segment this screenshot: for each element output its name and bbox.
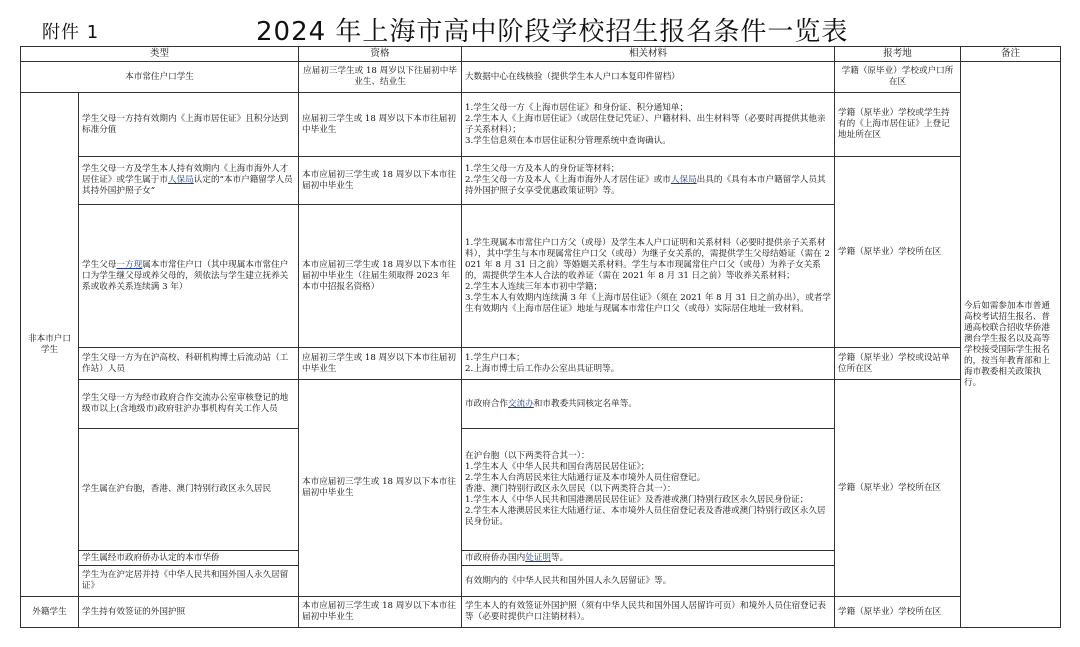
material-line: 1.学生本人《中华人民共和国港澳居民居住证》及香港或澳门特别行政区永久居民身份证； — [465, 495, 809, 505]
material-link[interactable]: 人保局 — [670, 175, 697, 185]
table-row — [21, 597, 1061, 628]
admission-conditions-table — [20, 46, 1061, 628]
table-row — [21, 62, 1061, 93]
materials-cell — [462, 429, 835, 551]
materials-cell: 大数据中心在线核验（提供学生本人户口本复印件留档） — [462, 62, 835, 93]
nonlocal-group-cell: 非本市户口学生 — [21, 93, 79, 597]
type-text: 学生父母一方及学生本人持有效期内《上海市海外人才居住证》或学生属于市 — [82, 164, 289, 185]
col-header-remarks: 备注 — [961, 47, 1061, 62]
material-link[interactable]: 交流办 — [508, 398, 534, 409]
col-header-qualification: 资格 — [299, 47, 462, 62]
location-cell: 学籍（原毕业）学校所在区 — [835, 157, 961, 348]
materials-cell: 学生本人的有效签证外国护照（须有中华人民共和国外国人居留许可页）和境外人员住宿登记表等（必要时提供户口注销材料）。 — [462, 597, 835, 628]
col-header-materials: 相关材料 — [462, 47, 835, 62]
type-text: 属本市常住户口（其中现属本市常住户口为学生继父母或养父母的，须依法与学生建立抚养关系或收养关系连续满 3 年） — [82, 259, 289, 292]
material-line: 1.学生父母一方及本人的身份证等材料； — [465, 164, 620, 174]
material-text: 市政府侨办国内 — [465, 552, 526, 563]
material-line: 香港、澳门特别行政区永久居民（以下两类符合其一）： — [465, 484, 676, 494]
materials-cell: 有效期内的《中华人民共和国外国人永久居留证》等。 — [462, 566, 835, 597]
table-row — [21, 380, 1061, 429]
material-text: 2.学生父母一方及本人《上海市海外人才居住证》或市 — [465, 175, 671, 185]
materials-cell — [462, 551, 835, 566]
annex-label: 附件 1 — [42, 22, 100, 43]
type-cell: 学生持有效签证的外国护照 — [79, 597, 299, 628]
material-line: 2.上海市博士后工作办公室出具证明等。 — [465, 363, 620, 374]
materials-cell — [462, 205, 835, 348]
material-text: 和市教委共同核定名单等。 — [533, 398, 637, 409]
type-link[interactable]: 一方现 — [116, 259, 143, 270]
type-cell: 学生属经市政府侨办认定的本市华侨 — [79, 551, 299, 566]
location-cell: 学籍（原毕业）学校或学生持有的《上海市居住证》上登记地址所在区 — [835, 93, 961, 157]
material-line: 1.学生现属本市常住户口方父（或母）及学生本人户口证明和关系材料（必要时提供亲子关系材料），其中学生与本市现属常住户口父（或母）为继子女关系的，需提供学生父母结婚证（需在 2021 年 8 月 31 日之前）等婚姻关系材料。学生与本市现属常住户口父（或母）为养子女关系的，需提供学生本人合法的收养证（需在 2021 年 8 月 31 日之前）等收养关系材料； — [465, 237, 830, 281]
header-row — [21, 47, 1061, 62]
col-header-type: 类型 — [21, 47, 299, 62]
materials-cell — [462, 348, 835, 380]
qualification-cell: 本市应届初三学生或 18 周岁以下本市往届初中毕业生 — [299, 157, 462, 205]
type-cell: 学生父母一方持有效期内《上海市居住证》且积分达到标准分值 — [79, 93, 299, 157]
material-line: 1.学生父母一方《上海市居住证》和身份证、积分通知单； — [465, 102, 689, 113]
type-cell: 学生父母一方为经市政府合作交流办公室审核登记的地级市以上(含地级市)政府驻沪办事机构有关工作人员 — [79, 380, 299, 429]
type-cell: 学生为在沪定居并持《中华人民共和国外国人永久居留证》 — [79, 566, 299, 597]
type-text: 学生父母 — [82, 259, 117, 270]
type-cell — [79, 157, 299, 205]
material-line: 2.学生本人台湾居民来往大陆通行证及本市境外人员住宿登记。 — [465, 473, 706, 483]
material-line: 1.学生本人《中华人民共和国台湾居民居住证》； — [465, 462, 650, 472]
remarks-cell: 今后如需参加本市普通高校考试招生报名、普通高校联合招收华侨港澳台学生报名以及高等学校接受国际学生报名的，按当年教育部和上海市教委相关政策执行。 — [961, 62, 1061, 628]
material-line: 3.学生信息须在本市居住证积分管理系统中查询确认。 — [465, 135, 671, 146]
material-text: 市政府合作 — [465, 398, 508, 409]
material-line: 在沪台胞（以下两类符合其一）： — [465, 451, 590, 461]
qualification-cell: 应届初三学生或 18 周岁以下本市往届初中毕业生 — [299, 348, 462, 380]
type-cell: 学生父母一方为在沪高校、科研机构博士后流动站（工作站）人员 — [79, 348, 299, 380]
material-line: 2.学生本人《上海市居住证》（或居住登记凭证）、户籍材料、出生材料等（必要时再提供其他亲子关系材料）； — [465, 113, 826, 135]
type-link[interactable]: 人保局 — [167, 175, 194, 185]
material-line: 3.学生本人有效期内连续满 3 年《上海市居住证》（须在 2021 年 8 月 31 日之前办出），或者学生有效期内《上海市居住证》地址与现属本市常住户口父（或母）实际居住地址一致材料。 — [465, 292, 831, 314]
qualification-cell: 本市应届初三学生或 18 周岁以下本市往届初中毕业生 — [299, 380, 462, 597]
col-header-location: 报考地 — [835, 47, 961, 62]
qualification-cell: 应届初三学生或 18 周岁以下本市往届初中毕业生 — [299, 93, 462, 157]
table-row — [21, 93, 1061, 157]
material-link[interactable]: 处证明 — [525, 552, 551, 563]
qualification-cell: 应届初三学生或 18 周岁以下往届初中毕业生、结业生 — [299, 62, 462, 93]
type-cell: 本市常住户口学生 — [21, 62, 299, 93]
materials-cell — [462, 157, 835, 205]
material-text: 出具的《具有本市户籍留学人员其持外国护照子女享受优惠政策证明》等。 — [465, 175, 826, 196]
location-cell: 学籍（原毕业）学校所在区 — [835, 597, 961, 628]
table-row — [21, 348, 1061, 380]
materials-cell — [462, 93, 835, 157]
type-cell — [79, 205, 299, 348]
qualification-cell: 本市应届初三学生或 18 周岁以下本市往届初中毕业生（往届生须取得 2023 年本市中招报名资格） — [299, 205, 462, 348]
material-line: 2.学生本人连续三年本市初中学籍； — [465, 281, 603, 292]
qualification-cell: 本市应届初三学生或 18 周岁以下本市往届初中毕业生 — [299, 597, 462, 628]
location-cell: 学籍（原毕业）学校所在区 — [835, 380, 961, 597]
type-cell: 学生属在沪台胞，香港、澳门特别行政区永久居民 — [79, 429, 299, 551]
foreign-group-cell: 外籍学生 — [21, 597, 79, 628]
table-row — [21, 157, 1061, 205]
material-line: 1.学生户口本； — [465, 352, 525, 363]
material-line: 2.学生本人港澳居民来往大陆通行证、本市境外人员住宿登记表及香港或澳门特别行政区永久居民身份证。 — [465, 506, 826, 527]
location-cell: 学籍（原毕业）学校或户口所在区 — [835, 62, 961, 93]
type-text: 认定的“本市户籍留学人员其持外国护照子女” — [82, 175, 293, 196]
materials-cell — [462, 380, 835, 429]
location-cell: 学籍（原毕业）学校或设站单位所在区 — [835, 348, 961, 380]
material-text: 等。 — [550, 552, 569, 563]
page-title: 2024 年上海市高中阶段学校招生报名条件一览表 — [256, 17, 849, 47]
material-line — [465, 175, 831, 197]
